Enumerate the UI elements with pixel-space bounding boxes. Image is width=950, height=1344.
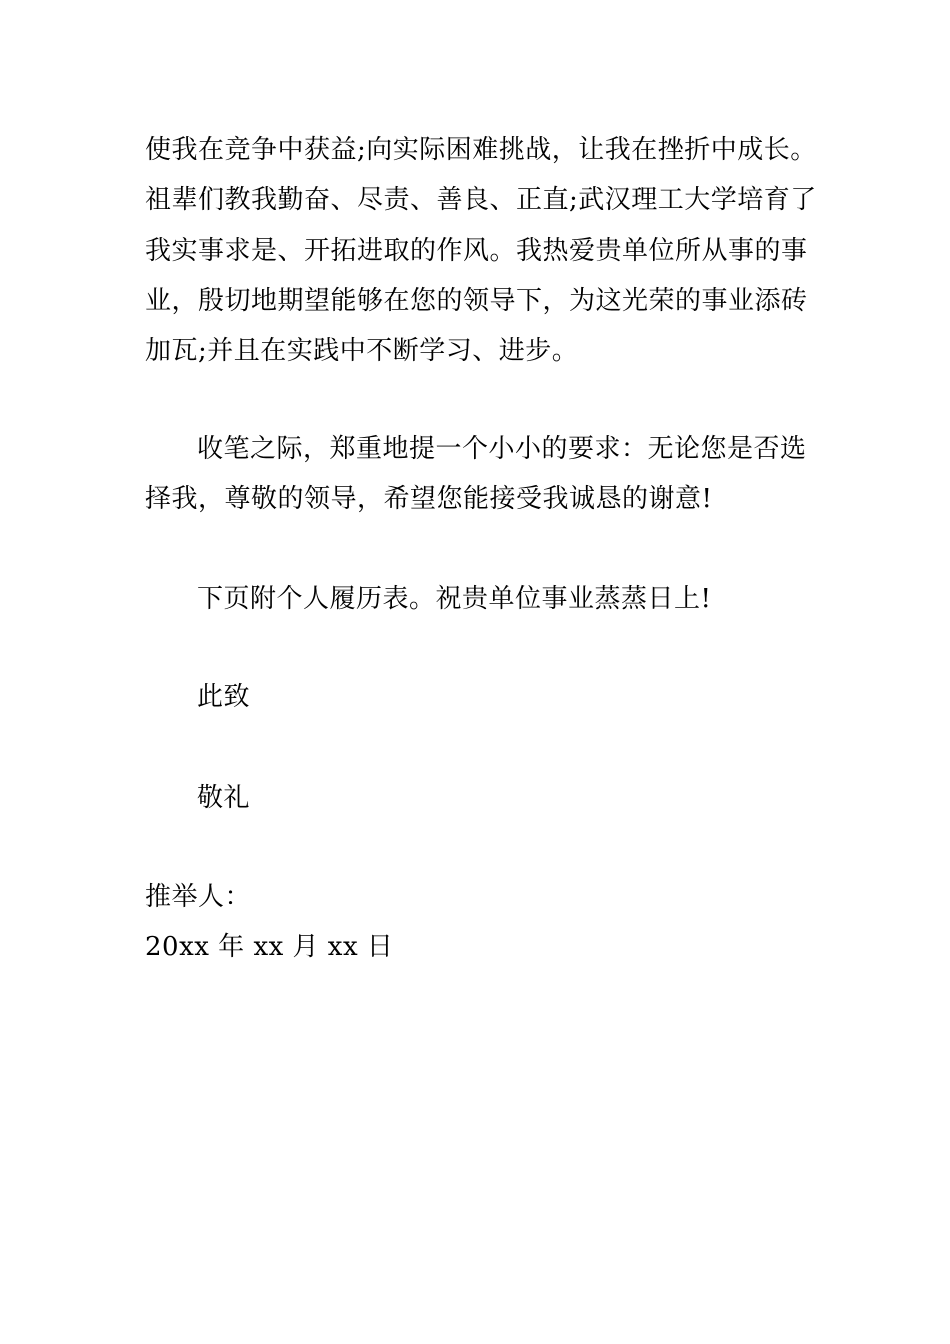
paragraph-3: 下页附个人履历表。祝贵单位事业蒸蒸日上!	[197, 584, 712, 614]
closing-salutation-2: 敬礼	[197, 783, 251, 813]
paragraph-2-line-1: 收笔之际，郑重地提一个小小的要求：无论您是否选	[197, 434, 807, 464]
paragraph-1-line-3: 我实事求是、开拓进取的作风。我热爱贵单位所从事的事	[145, 236, 808, 266]
paragraph-1-line-1: 使我在竞争中获益;向实际困难挑战，让我在挫折中成长。	[145, 135, 817, 165]
paragraph-1-line-4: 业，殷切地期望能够在您的领导下，为这光荣的事业添砖	[145, 286, 808, 316]
closing-salutation-1: 此致	[197, 682, 251, 712]
paragraph-2-line-2: 择我，尊敬的领导，希望您能接受我诚恳的谢意!	[145, 484, 713, 514]
date-line: 20xx 年 xx 月 xx 日	[145, 932, 394, 962]
paragraph-1-line-2: 祖辈们教我勤奋、尽责、善良、正直;武汉理工大学培育了	[145, 185, 817, 215]
signer-label: 推举人：	[145, 882, 252, 912]
paragraph-1-line-5: 加瓦;并且在实践中不断学习、进步。	[145, 336, 579, 366]
